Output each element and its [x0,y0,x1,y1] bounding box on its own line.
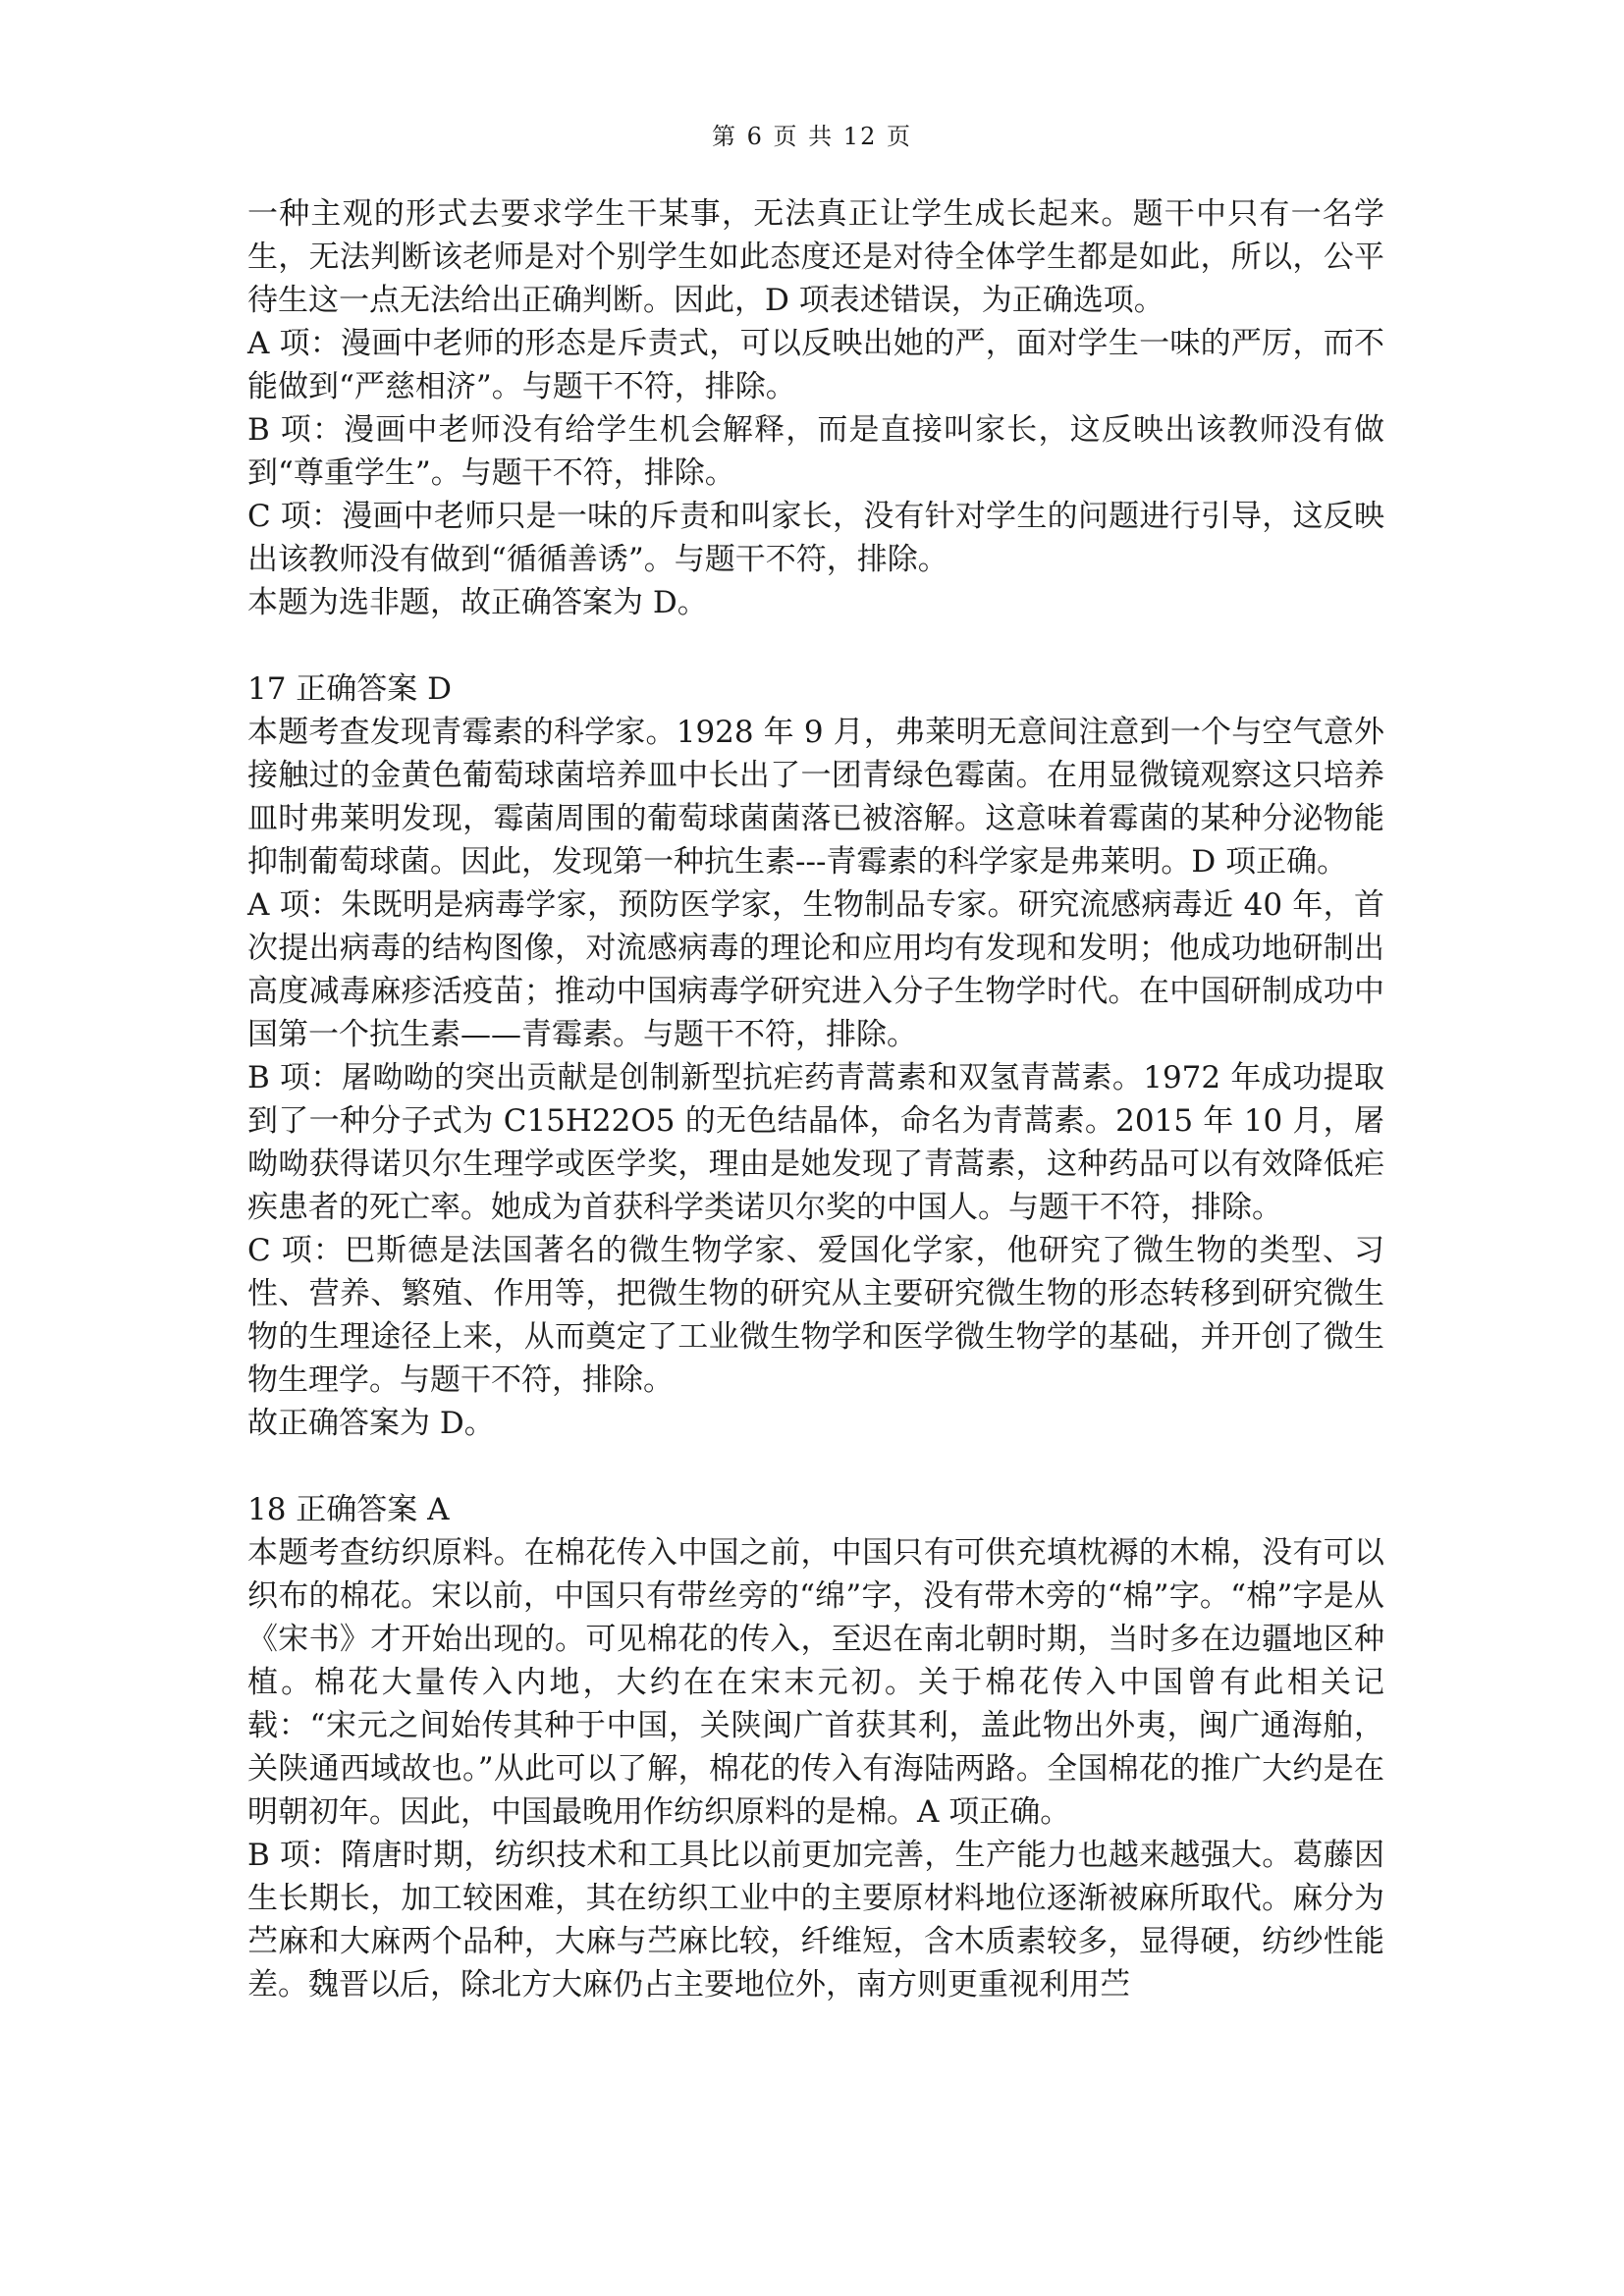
paragraph: 本题考查纺织原料。在棉花传入中国之前，中国只有可供充填枕褥的木棉，没有可以织布的棉花。宋以前，中国只有带丝旁的“绵”字，没有带木旁的“棉”字。“棉”字是从《宋书》才开始出现的。可见棉花的传入，至迟在南北朝时期，当时多在边疆地区种植。棉花大量传入内地，大约在在宋末元初。关于棉花传入中国曾有此相关记载：“宋元之间始传其种于中国，关陕闽广首获其利，盖此物出外夷，闽广通海舶，关陕通西域故也。”从此可以了解，棉花的传入有海陆两路。全国棉花的推广大约是在明朝初年。因此，中国最晚用作纺织原料的是棉。A 项正确。 [247,1535,1384,1830]
paragraph: 故正确答案为 D。 [247,1406,495,1441]
paragraph: 一种主观的形式去要求学生干某事，无法真正让学生成长起来。题干中只有一名学生，无法判断该老师是对个别学生如此态度还是对待全体学生都是如此，所以，公平待生这一点无法给出正确判断。因此，D 项表述错误，为正确选项。 [247,196,1384,318]
paragraph: 本题考查发现青霉素的科学家。1928 年 9 月，弗莱明无意间注意到一个与空气意外接触过的金黄色葡萄球菌培养皿中长出了一团青绿色霉菌。在用显微镜观察这只培养皿时弗莱明发现，霉菌周围的葡萄球菌菌落已被溶解。这意味着霉菌的某种分泌物能抑制葡萄球菌。因此，发现第一种抗生素---青霉素的科学家是弗莱明。D 项正确。 [247,715,1384,880]
section-gap [247,624,1384,667]
paragraph: B 项：隋唐时期，纺织技术和工具比以前更加完善，生产能力也越来越强大。葛藤因生长期长，加工较困难，其在纺织工业中的主要原材料地位逐渐被麻所取代。麻分为苎麻和大麻两个品种，大麻与苎麻比较，纤维短，含木质素较多，显得硬，纺纱性能差。魏晋以后，除北方大麻仍占主要地位外，南方则更重视利用苎 [247,1838,1384,2002]
paragraph: A 项：朱既明是病毒学家，预防医学家，生物制品专家。研究流感病毒近 40 年，首次提出病毒的结构图像，对流感病毒的理论和应用均有发现和发明；他成功地研制出高度减毒麻疹活疫苗；推动中国病毒学研究进入分子生物学时代。在中国研制成功中国第一个抗生素——青霉素。与题干不符，排除。 [247,887,1384,1052]
paragraph: B 项：屠呦呦的突出贡献是创制新型抗疟药青蒿素和双氢青蒿素。1972 年成功提取到了一种分子式为 C15H22O5 的无色结晶体，命名为青蒿素。2015 年 10 月，屠呦呦获得诺贝尔生理学或医学奖，理由是她发现了青蒿素，这种药品可以有效降低疟疾患者的死亡率。她成为首获科学类诺贝尔奖的中国人。与题干不符，排除。 [247,1060,1384,1225]
paragraph: A 项：漫画中老师的形态是斥责式，可以反映出她的严，面对学生一味的严厉，而不能做到“严慈相济”。与题干不符，排除。 [247,326,1384,404]
paragraph: 17 正确答案 D [247,671,453,707]
paragraph: 18 正确答案 A [247,1492,450,1527]
document-body [247,192,1384,2006]
page-number: 第 6 页 共 12 页 [712,123,912,150]
paragraph: B 项：漫画中老师没有给学生机会解释，而是直接叫家长，这反映出该教师没有做到“尊重学生”。与题干不符，排除。 [247,412,1384,491]
paragraph: C 项：漫画中老师只是一味的斥责和叫家长，没有针对学生的问题进行引导，这反映出该教师没有做到“循循善诱”。与题干不符，排除。 [247,499,1384,577]
paragraph: C 项：巴斯德是法国著名的微生物学家、爱国化学家，他研究了微生物的类型、习性、营养、繁殖、作用等，把微生物的研究从主要研究微生物的形态转移到研究微生物的生理途径上来，从而奠定了工业微生物学和医学微生物学的基础，并开创了微生物生理学。与题干不符，排除。 [247,1233,1384,1398]
paragraph: 本题为选非题，故正确答案为 D。 [247,585,708,620]
section-gap [247,1445,1384,1488]
